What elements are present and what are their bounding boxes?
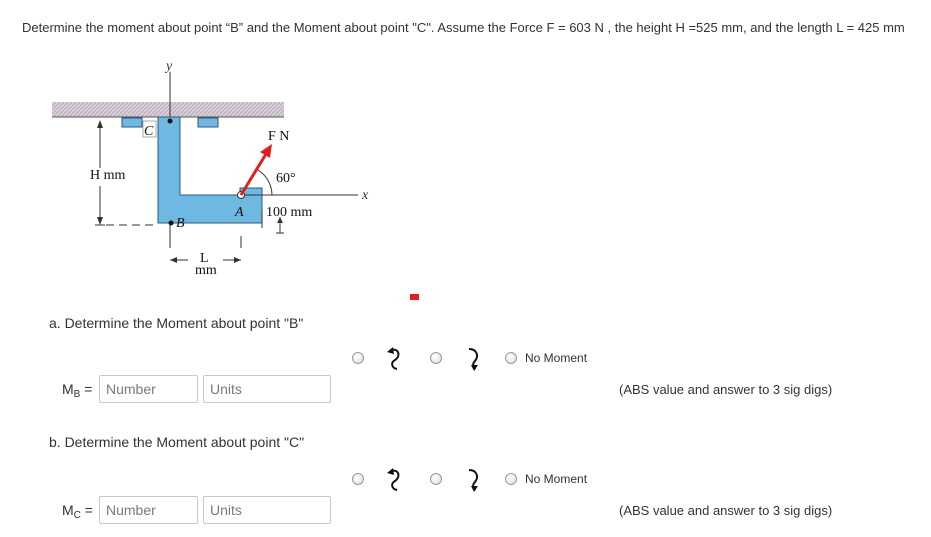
part-a-cw-radio[interactable] — [430, 352, 442, 364]
problem-statement: Determine the moment about point “B” and the Moment about point "C". Assume the Force F = 603 N , the height H =525 mm, and the length L = 425 mm — [22, 20, 905, 35]
x-axis-label: x — [362, 188, 369, 203]
ceiling — [52, 102, 284, 117]
bracket-diagram — [40, 58, 380, 298]
counterclockwise-icon — [383, 346, 405, 372]
part-a-note: (ABS value and answer to 3 sig digs) — [619, 382, 833, 397]
part-b-title: b. Determine the Moment about point "C" — [49, 434, 305, 450]
length-unit: mm — [195, 263, 217, 278]
point-b — [169, 221, 174, 226]
force-label: F N — [268, 129, 290, 144]
part-a-units-input[interactable] — [203, 375, 331, 403]
counterclockwise-icon — [383, 467, 405, 493]
point-a-label: A — [235, 205, 244, 220]
part-a-no-moment-label: No Moment — [525, 351, 588, 365]
part-b-number-input[interactable] — [99, 496, 198, 524]
part-b-note: (ABS value and answer to 3 sig digs) — [619, 503, 833, 518]
part-b-units-input[interactable] — [203, 496, 331, 524]
point-c — [168, 119, 173, 124]
part-b-no-moment-radio[interactable] — [505, 473, 517, 485]
clockwise-icon — [463, 467, 485, 493]
part-a-title: a. Determine the Moment about point "B" — [49, 315, 304, 331]
part-b-var-label: $M_C$ = — [62, 502, 93, 521]
feedback-marker — [410, 294, 419, 300]
y-axis-label: y — [166, 59, 173, 74]
part-b-cw-radio[interactable] — [430, 473, 442, 485]
part-a-no-moment-radio[interactable] — [505, 352, 517, 364]
part-a-number-input[interactable] — [99, 375, 198, 403]
bracket — [158, 117, 262, 223]
point-b-label: B — [176, 216, 185, 231]
length-label: L — [200, 251, 209, 266]
part-a-var-label: $M_B$ = — [62, 381, 93, 400]
point-c-label: C — [144, 124, 154, 139]
clockwise-icon — [463, 346, 485, 372]
height-label: H mm — [90, 168, 126, 183]
dim-label: 100 mm — [266, 205, 313, 220]
part-b-ccw-radio[interactable] — [352, 473, 364, 485]
part-b-no-moment-label: No Moment — [525, 472, 588, 486]
angle-label: 60° — [276, 171, 296, 186]
part-a-ccw-radio[interactable] — [352, 352, 364, 364]
